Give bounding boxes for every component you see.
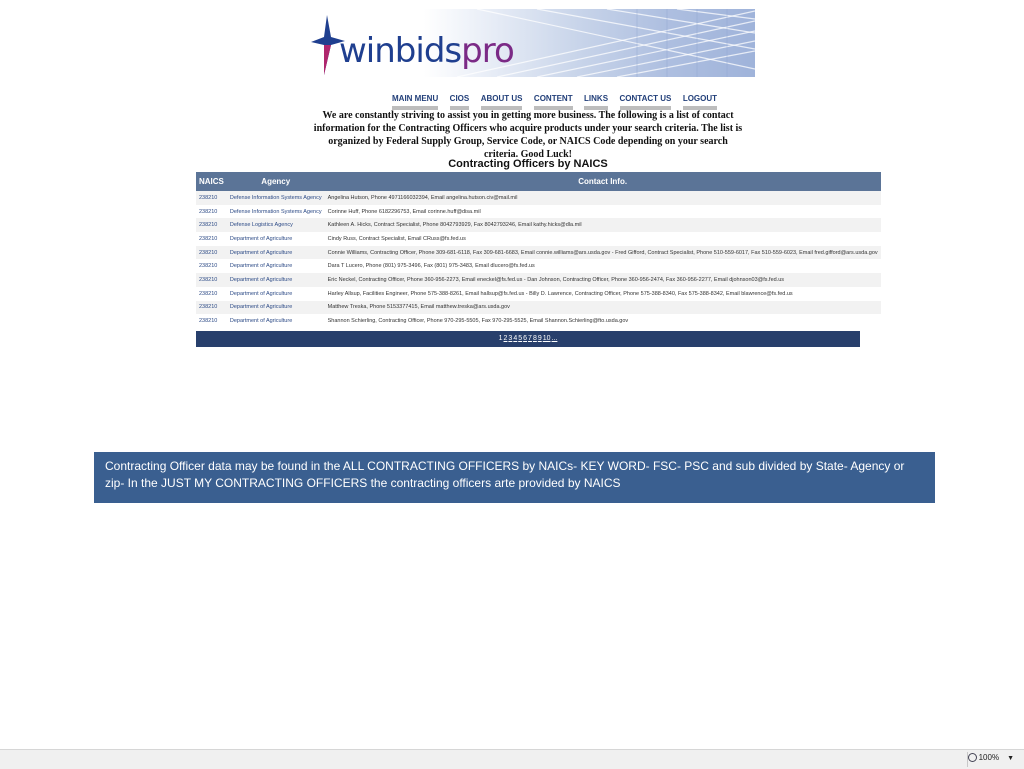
cell-naics[interactable]: 238210 — [196, 273, 227, 287]
page-7[interactable]: 7 — [528, 335, 532, 342]
table-row — [196, 314, 881, 328]
table-header-row — [196, 172, 881, 191]
cell-contact: Shannon Schierling, Contracting Officer, Phone 970-295-5505, Fax 970-295-5525, Email Shannon.Schierling@fto.usda.gov — [325, 314, 881, 328]
cell-contact: Angelina Hutson, Phone 4971166032394, Email angelina.hutson.civ@mail.mil — [325, 191, 881, 205]
table-row — [196, 287, 881, 301]
table-row — [196, 218, 881, 232]
nav-logout[interactable]: LOGOUT — [683, 94, 717, 110]
page-5[interactable]: 5 — [518, 335, 523, 342]
page-1: 1 — [498, 335, 503, 342]
table-title: Contracting Officers by NAICS — [448, 158, 608, 170]
table-row — [196, 273, 881, 287]
page-3[interactable]: 3 — [508, 335, 513, 342]
page-10[interactable]: 10 — [542, 335, 551, 342]
cell-agency: Department of Agriculture — [227, 232, 325, 246]
cell-naics[interactable]: 238210 — [196, 259, 227, 273]
cell-agency: Department of Agriculture — [227, 287, 325, 301]
table-row — [196, 191, 881, 205]
cell-agency: Defense Logistics Agency — [227, 218, 325, 232]
cell-contact: Kathleen A. Hicks, Contract Specialist, Phone 8042793929, Fax 8042793246, Email kathy.hicks@dla.mil — [325, 218, 881, 232]
main-nav — [392, 88, 724, 104]
cell-agency: Department of Agriculture — [227, 259, 325, 273]
table-row — [196, 259, 881, 273]
chevron-down-icon[interactable]: ▼ — [1007, 755, 1014, 762]
cell-agency: Defense Information Systems Agency — [227, 205, 325, 219]
logo-wordmark — [339, 31, 514, 71]
page-8[interactable]: 8 — [532, 335, 537, 342]
cell-contact: Corinne Huff, Phone 6182296753, Email corinne.huff@disa.mil — [325, 205, 881, 219]
cell-agency: Department of Agriculture — [227, 314, 325, 328]
cell-naics[interactable]: 238210 — [196, 246, 227, 260]
cell-contact: Dara T Lucero, Phone (801) 975-3496, Fax (801) 975-3483, Email dlucero@fs.fed.us — [325, 259, 881, 273]
nav-content[interactable]: CONTENT — [534, 94, 573, 110]
page-6[interactable]: 6 — [523, 335, 528, 342]
cell-naics[interactable]: 238210 — [196, 314, 227, 328]
page-more[interactable]: ... — [551, 335, 558, 342]
table-row — [196, 232, 881, 246]
cell-agency: Defense Information Systems Agency — [227, 191, 325, 205]
intro-text: We are constantly striving to assist you in getting more business. The following is a list of contact information for the Contracting Officers who acquire products under your search criteria. The list is organized by Federal Supply Group, Service Code, or NAICS Code depending on your search criteria. Good Luck! — [313, 110, 743, 160]
logo-text-winbids: winbids — [339, 31, 462, 71]
header-agency: Agency — [227, 172, 325, 191]
cell-agency: Department of Agriculture — [227, 301, 325, 315]
header-naics: NAICS — [196, 172, 227, 191]
cell-contact: Eric Neckel, Contracting Officer, Phone 360-956-2273, Email eneckel@fs.fed.us - Dan Johnson, Contracting Officer, Phone 360-956-2474, Fax 360-956-2277, Email djohnson03@fs.fed.us — [325, 273, 881, 287]
page-9[interactable]: 9 — [537, 335, 542, 342]
cell-contact: Cindy Russ, Contract Specialist, Email CRuss@fs.fed.us — [325, 232, 881, 246]
cell-agency: Department of Agriculture — [227, 273, 325, 287]
nav-links[interactable]: LINKS — [584, 94, 608, 110]
nav-about-us[interactable]: ABOUT US — [481, 94, 523, 110]
header-contact-info: Contact Info. — [325, 172, 881, 191]
nav-main-menu[interactable]: MAIN MENU — [392, 94, 438, 110]
pagination — [196, 331, 860, 347]
table-row — [196, 205, 881, 219]
zoom-control[interactable] — [968, 753, 1014, 762]
info-note: Contracting Officer data may be found in the ALL CONTRACTING OFFICERS by NAICs- KEY WORD- FSC- PSC and sub divided by State- Agency or zip- In the JUST MY CONTRACTING OFFICERS the contracting officers arte provided by NAICS — [94, 452, 935, 503]
page-2[interactable]: 2 — [503, 335, 508, 342]
zoom-level: 100% — [978, 753, 1000, 762]
cell-contact: Connie Williams, Contracting Officer, Phone 309-681-6118, Fax 309-681-6683, Email connie.williams@ars.usda.gov - Fred Gifford, Contract Specialist, Phone 510-559-6017, Fax 510-559-6023, Email fred.gifford@ars.usda.gov — [325, 246, 881, 260]
nav-cios[interactable]: CIOS — [450, 94, 470, 110]
cell-naics[interactable]: 238210 — [196, 205, 227, 219]
cell-naics[interactable]: 238210 — [196, 191, 227, 205]
table-row — [196, 246, 881, 260]
table-row — [196, 301, 881, 315]
browser-status-bar — [0, 749, 1024, 769]
magnifier-icon — [968, 753, 977, 762]
page-4[interactable]: 4 — [513, 335, 518, 342]
cell-naics[interactable]: 238210 — [196, 287, 227, 301]
header-banner — [307, 9, 755, 77]
contracting-officers-table — [196, 172, 881, 328]
cell-naics[interactable]: 238210 — [196, 301, 227, 315]
logo-text-pro: pro — [461, 31, 514, 71]
cell-contact: Harley Allsup, Facilities Engineer, Phone 575-388-8261, Email hallsup@fs.fed.us - Billy D. Lawrence, Contracting Officer, Phone 575-388-8340, Fax 575-388-8342, Email blawrence@fs.fed.us — [325, 287, 881, 301]
cell-naics[interactable]: 238210 — [196, 218, 227, 232]
nav-contact-us[interactable]: CONTACT US — [620, 94, 672, 110]
cell-agency: Department of Agriculture — [227, 246, 325, 260]
cell-contact: Matthew Treska, Phone 5153377415, Email matthew.treska@ars.usda.gov — [325, 301, 881, 315]
cell-naics[interactable]: 238210 — [196, 232, 227, 246]
